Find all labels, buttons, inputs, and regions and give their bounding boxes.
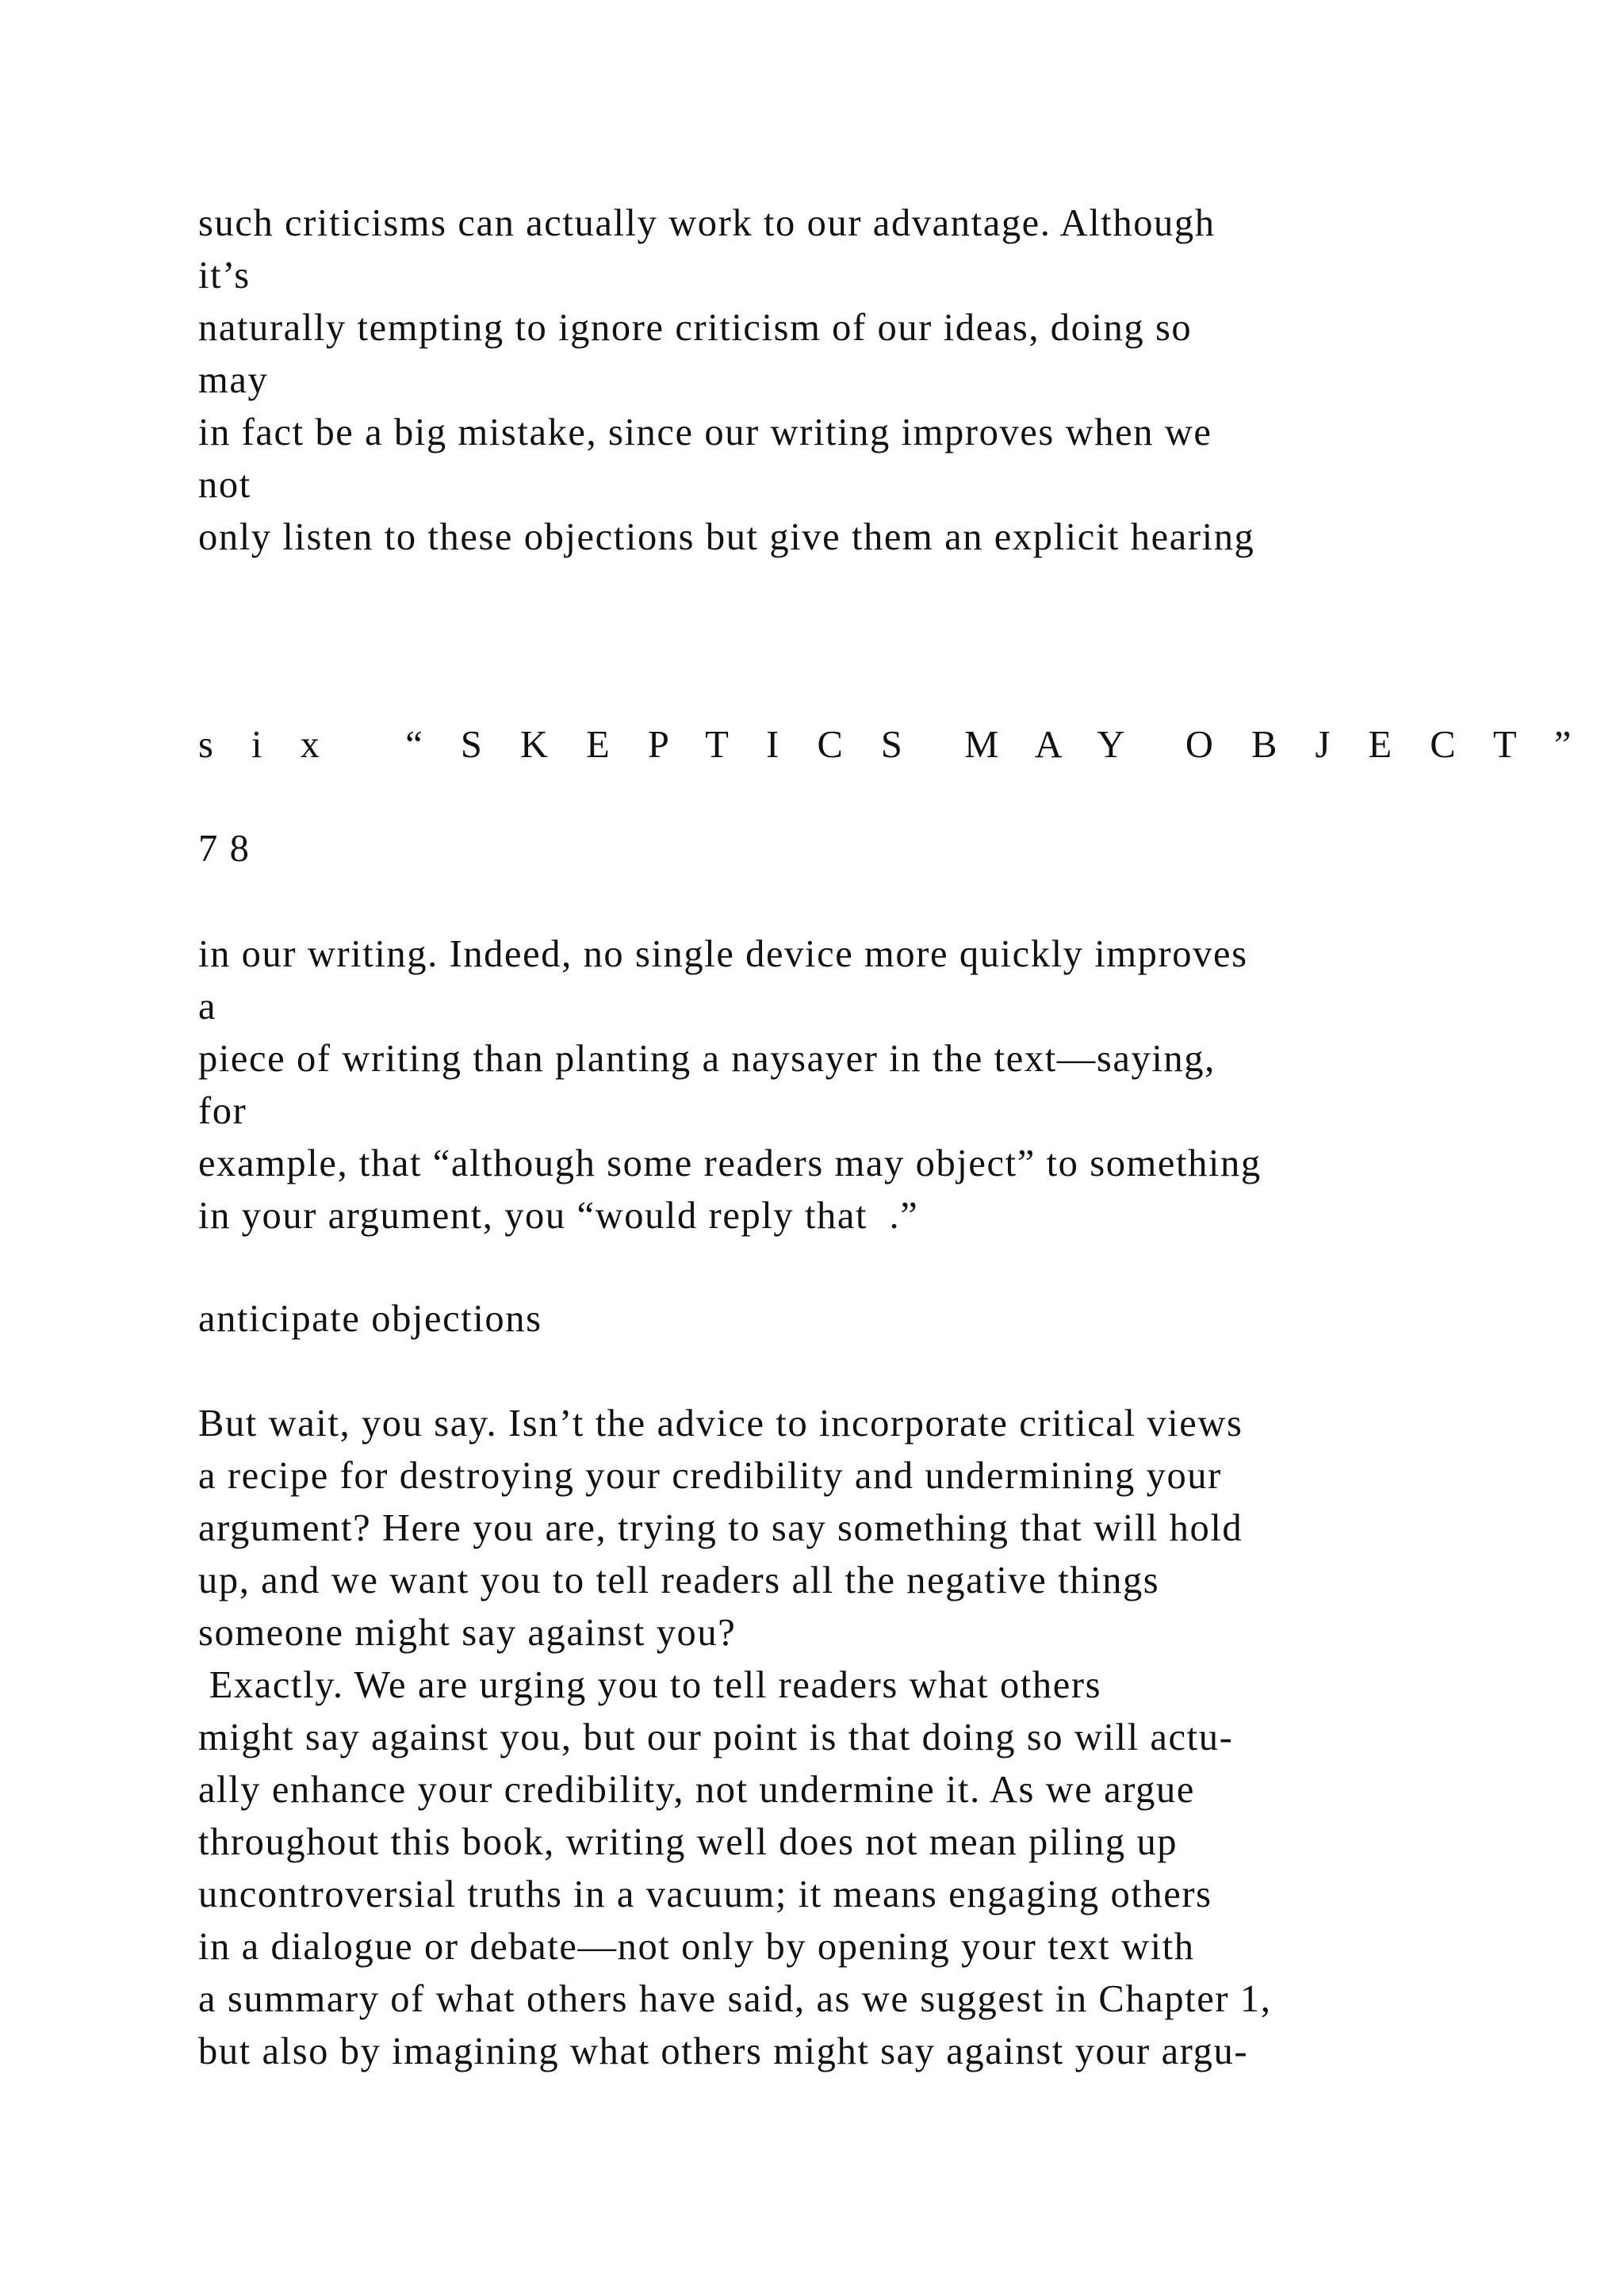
text-line: only listen to these objections but give them an explicit hearing [198, 516, 1255, 558]
text-line: piece of writing than planting a naysayer in the text—saying, [198, 1038, 1216, 1080]
text-line: not [198, 464, 251, 506]
text-line: may [198, 359, 269, 401]
text-line: it’s [198, 254, 251, 297]
text-line: someone might say against you? [198, 1612, 737, 1654]
text-line: naturally tempting to ignore criticism of our ideas, doing so [198, 307, 1193, 349]
text-line: in fact be a big mistake, since our writing improves when we [198, 411, 1212, 453]
text-line: ally enhance your credibility, not undermine it. As we argue [198, 1769, 1195, 1811]
section-heading: anticipate objections [198, 1298, 542, 1340]
text-line: uncontroversial truths in a vacuum; it means engaging others [198, 1873, 1212, 1915]
page-number: 7 8 [198, 828, 251, 870]
text-line: such criticisms can actually work to our advantage. Although [198, 202, 1216, 244]
text-line: up, and we want you to tell readers all the negative things [198, 1559, 1160, 1601]
text-line: a summary of what others have said, as we suggest in Chapter 1, [198, 1978, 1272, 2020]
text-line: But wait, you say. Isn’t the advice to incorporate critical views [198, 1402, 1243, 1445]
text-line: throughout this book, writing well does not mean piling up [198, 1821, 1178, 1863]
running-header: s i x “ S K E P T I C S M A Y O B J E C T ” [198, 724, 1586, 766]
text-line: a recipe for destroying your credibility and undermining your [198, 1455, 1222, 1497]
text-line: argument? Here you are, trying to say something that will hold [198, 1507, 1243, 1549]
text-line: Exactly. We are urging you to tell readers what others [198, 1664, 1102, 1706]
text-line: in your argument, you “would reply that .” [198, 1195, 919, 1237]
text-line: a [198, 985, 217, 1027]
text-line: example, that “although some readers may object” to something [198, 1142, 1262, 1184]
text-line: but also by imagining what others might say against your argu- [198, 2030, 1249, 2072]
text-line: in a dialogue or debate—not only by opening your text with [198, 1926, 1195, 1968]
text-line: for [198, 1090, 247, 1132]
text-line: might say against you, but our point is that doing so will actu- [198, 1716, 1234, 1758]
text-line: in our writing. Indeed, no single device more quickly improves [198, 933, 1248, 975]
